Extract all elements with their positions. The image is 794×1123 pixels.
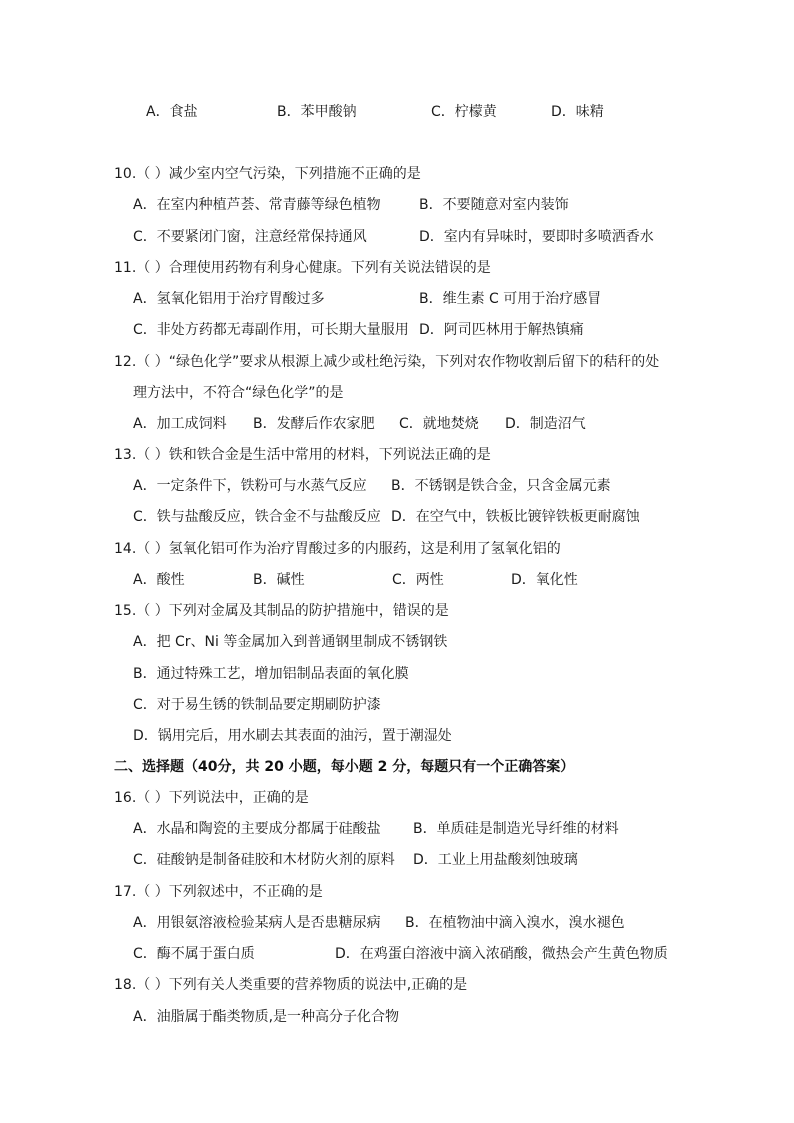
q9-option-b: B．苯甲酸钠 — [277, 104, 357, 120]
q11-option-d: D．阿司匹林用于解热镇痛 — [419, 322, 584, 338]
q15-option-a: A．把 Cr、Ni 等金属加入到普通钢里制成不锈钢铁 — [133, 634, 448, 650]
q13-option-b: B．不锈钢是铁合金，只含金属元素 — [391, 478, 611, 494]
q10-stem: 10.（ ）减少室内空气污染，下列措施不正确的是 — [114, 166, 421, 182]
q17-option-d: D．在鸡蛋白溶液中滴入浓硝酸，微热会产生黄色物质 — [335, 946, 668, 962]
q12-option-a: A．加工成饲料 — [133, 416, 227, 432]
q10-option-b: B．不要随意对室内装饰 — [419, 197, 569, 213]
q16-option-c: C．硅酸钠是制备硅胶和木材防火剂的原料 — [133, 852, 395, 868]
q12-stem-line1: 12.（ ）“绿色化学”要求从根源上减少或杜绝污染，下列对农作物收割后留下的秸秆的处 — [114, 354, 660, 370]
q18-option-a: A．油脂属于酯类物质,是一种高分子化合物 — [133, 1009, 400, 1025]
q15-option-d: D．锅用完后，用水刷去其表面的油污，置于潮湿处 — [133, 728, 452, 744]
q9-option-a: A．食盐 — [146, 104, 198, 120]
q9-option-d: D．味精 — [551, 104, 604, 120]
q14-option-c: C．两性 — [392, 572, 444, 588]
q16-option-a: A．水晶和陶瓷的主要成分都属于硅酸盐 — [133, 821, 381, 837]
q14-stem: 14.（ ）氢氧化铝可作为治疗胃酸过多的内服药，这是利用了氢氧化铝的 — [114, 541, 561, 557]
q14-option-d: D．氧化性 — [511, 572, 578, 588]
q12-option-c: C．就地焚烧 — [399, 416, 479, 432]
q15-stem: 15.（ ）下列对金属及其制品的防护措施中，错误的是 — [114, 603, 449, 619]
q17-stem: 17.（ ）下列叙述中，不正确的是 — [114, 884, 323, 900]
q10-option-a: A．在室内种植芦荟、常青藤等绿色植物 — [133, 197, 381, 213]
q14-option-b: B．碱性 — [253, 572, 305, 588]
q14-option-a: A．酸性 — [133, 572, 185, 588]
q15-option-c: C．对于易生锈的铁制品要定期刷防护漆 — [133, 697, 381, 713]
q11-option-c: C．非处方药都无毒副作用，可长期大量服用 — [133, 322, 409, 338]
q10-option-c: C．不要紧闭门窗，注意经常保持通风 — [133, 229, 367, 245]
section-2-heading: 二、选择题（40分，共 20 小题，每小题 2 分，每题只有一个正确答案） — [114, 759, 575, 775]
q16-option-d: D．工业上用盐酸刻蚀玻璃 — [413, 852, 578, 868]
q11-option-a: A．氢氧化铝用于治疗胃酸过多 — [133, 291, 325, 307]
q11-option-b: B．维生素 C 可用于治疗感冒 — [419, 291, 602, 307]
q17-option-a: A．用银氨溶液检验某病人是否患糖尿病 — [133, 915, 381, 931]
q13-option-d: D．在空气中，铁板比镀锌铁板更耐腐蚀 — [391, 509, 640, 525]
q9-option-c: C．柠檬黄 — [431, 104, 497, 120]
q13-option-a: A．一定条件下，铁粉可与水蒸气反应 — [133, 478, 367, 494]
q10-option-d: D．室内有异味时，要即时多喷洒香水 — [419, 229, 654, 245]
q13-stem: 13.（ ）铁和铁合金是生活中常用的材料，下列说法正确的是 — [114, 447, 491, 463]
q16-stem: 16.（ ）下列说法中，正确的是 — [114, 790, 309, 806]
q12-option-d: D．制造沼气 — [505, 416, 586, 432]
q11-stem: 11.（ ）合理使用药物有利身心健康。下列有关说法错误的是 — [114, 260, 491, 276]
q18-stem: 18.（ ）下列有关人类重要的营养物质的说法中,正确的是 — [114, 977, 468, 993]
q12-option-b: B．发酵后作农家肥 — [253, 416, 375, 432]
q16-option-b: B．单质硅是制造光导纤维的材料 — [413, 821, 619, 837]
q15-option-b: B．通过特殊工艺，增加铝制品表面的氧化膜 — [133, 666, 409, 682]
q12-stem-line2: 理方法中，不符合“绿色化学”的是 — [133, 385, 344, 401]
q17-option-b: B．在植物油中滴入溴水，溴水褪色 — [405, 915, 625, 931]
q17-option-c: C．酶不属于蛋白质 — [133, 946, 255, 962]
q13-option-c: C．铁与盐酸反应，铁合金不与盐酸反应 — [133, 509, 381, 525]
